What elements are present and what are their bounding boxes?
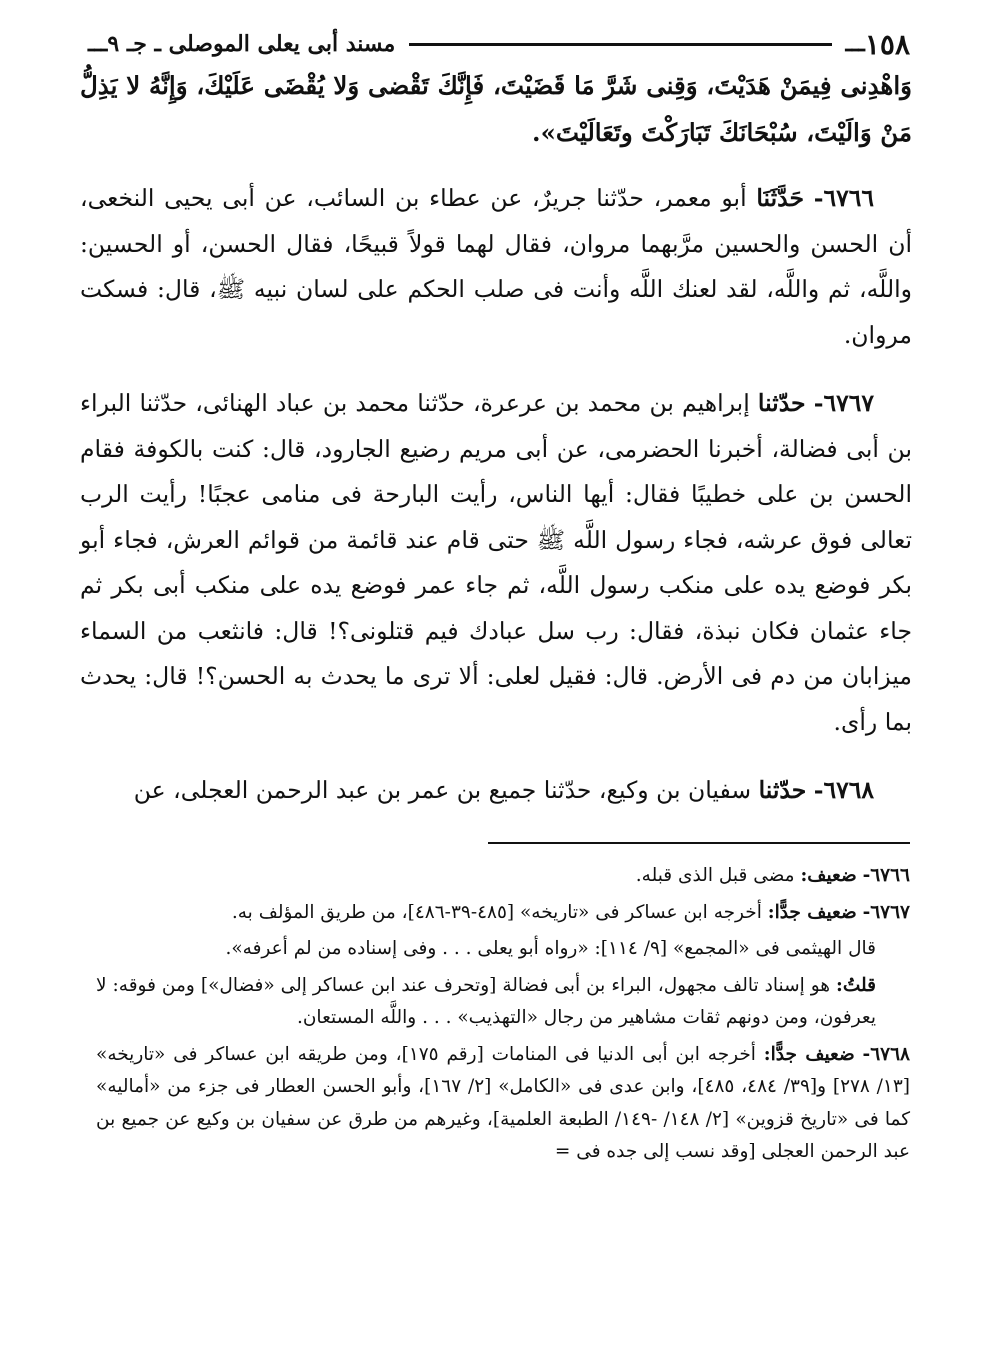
footnote-grade: ضعيف جدًّا: [763, 1043, 855, 1065]
hadith-lead: حدّثنا [758, 776, 807, 804]
footnote-text: مضى قبل الذى قبله. [635, 865, 795, 886]
hadith-number: ٦٧٦٦- [813, 184, 874, 212]
page-header [88, 24, 910, 64]
footnote-text: هو إسناد تالف مجهول، البراء بن أبى فضالة [وتحرف عند ابن عساكر إلى «فضال»] ومن فوقه: لا يعرفون، ومن دونهم ثقات مشاهير من رجال «التهذيب» . . . واللَّه المستعان. [96, 974, 876, 1028]
footnote-grade: ضعيف جدًّا: [767, 901, 857, 923]
hadith-text: إبراهيم بن محمد بن عرعرة، حدّثنا محمد بن عباد الهنائى، حدّثنا البراء بن أبى فضالة، أخبرنا الحضرمى، عن أبى مريم رضيع الجارود، قال: كنت بالكوفة فقام الحسن بن على خطيبًا فقال: أيها الناس، رأيت البارحة فى منامى عجبًا! رأيت الرب تعالى فوق عرشه، فجاء رسول اللَّه ﷺ حتى قام عند قائمة من قوائم العرش، فجاء أبو بكر فوضع يده على منكب رسول اللَّه، ثم جاء عمر فوضع يده على منكب أبى بكر ثم جاء عثمان فكان نبذة، فقال: رب سل عبادك فيم قتلونى؟! قال: فانثعب من السماء ميزابان من دم فى الأرض. قال: فقيل لعلى: ألا ترى ما يحدث به الحسن؟! قال: يحدث بما رأى. [80, 389, 912, 736]
hadith-text: سفيان بن وكيع، حدّثنا جميع بن عمر بن عبد الرحمن العجلى، عن [133, 776, 752, 804]
footnote-text: أخرجه ابن عساكر فى «تاريخه» [٤٨٥-٣٩-٤٨٦]، من طريق المؤلف به. [231, 901, 762, 923]
main-text [80, 62, 912, 837]
hadith-lead: حَدَّثَنَا [756, 184, 804, 212]
footnote-6766 [96, 860, 910, 893]
header-dash-right: ـــ [845, 31, 865, 57]
footnote-6767-comment [96, 970, 910, 1035]
opening-supplication: وَاهْدِنى فِيمَنْ هَدَيْتَ، وَقِنى شَرَّ مَا قَضَيْتَ، فَإِنَّكَ تَقْضى وَلا يُقْضَى عَلَيْكَ، وَإِنَّهُ لا يَذِلُّ مَنْ وَالَيْتَ، سُبْحَانَكَ تَبَارَكْتَ وتَعَالَيْتَ». [80, 71, 912, 147]
hadith-number: ٦٧٦٧- [813, 389, 874, 417]
footnote-separator [488, 842, 910, 844]
footnote-number: ٦٧٦٧- [862, 901, 910, 923]
footnote-text: أخرجه ابن أبى الدنيا فى المنامات [رقم ١٧٥]، ومن طريقه ابن عساكر فى «تاريخه» [١٣/ ٢٧٨] و[٣٩/ ٤٨٤، ٤٨٥]، وابن عدى فى «الكامل» [٢/ ١٦٧]، وأبو الحسن العطار فى جزء من «أماليه» كما فى «تاريخ قزوين» [٢/ ١٤٨/ -١٤٩/ الطبعة العلمية]، وغيرهم من طرق عن سفيان بن وكيع عن جميع بن عبد الرحمن العجلى [وقد نسب إلى جده فى = [96, 1043, 911, 1162]
footnote-6767 [96, 897, 910, 930]
hadith-number: ٦٧٦٨- [813, 776, 874, 804]
page-number: ١٥٨ [864, 27, 910, 61]
footnote-grade: ضعيف: [800, 865, 857, 886]
footnote-qultu: قلتُ: [836, 974, 876, 996]
hadith-text: أبو معمر، حدّثنا جريرٌ، عن عطاء بن السائب، عن أبى يحيى النخعى، أن الحسن والحسين مرَّبهما مروان، فقال لهما قولاً قبيحًا، فقال الحسن، أو الحسين: واللَّه، ثم واللَّه، لقد لعنك اللَّه وأنت فى صلب الحكم على لسان نبيه ﷺ، قال: فسكت مروان. [80, 184, 912, 349]
footnote-number: ٦٧٦٨- [862, 1043, 910, 1065]
footnote-6767-haythami: قال الهيثمى فى «المجمع» [٩/ ١١٤]: «رواه أبو يعلى . . . وفى إسناده من لم أعرفه». [225, 938, 876, 959]
footnotes [96, 860, 910, 1173]
footnote-6768 [96, 1039, 910, 1169]
footnote-number: ٦٧٦٦- [862, 865, 910, 886]
header-dash-left: ـــ [88, 31, 108, 57]
header-rule [409, 43, 831, 46]
hadith-lead: حدّثنا [757, 389, 806, 417]
hadith-6767 [80, 381, 912, 745]
hadith-6766 [80, 176, 912, 358]
running-title: مسند أبى يعلى الموصلى ـ جـ ٩ [107, 31, 396, 57]
hadith-6768 [80, 768, 912, 814]
